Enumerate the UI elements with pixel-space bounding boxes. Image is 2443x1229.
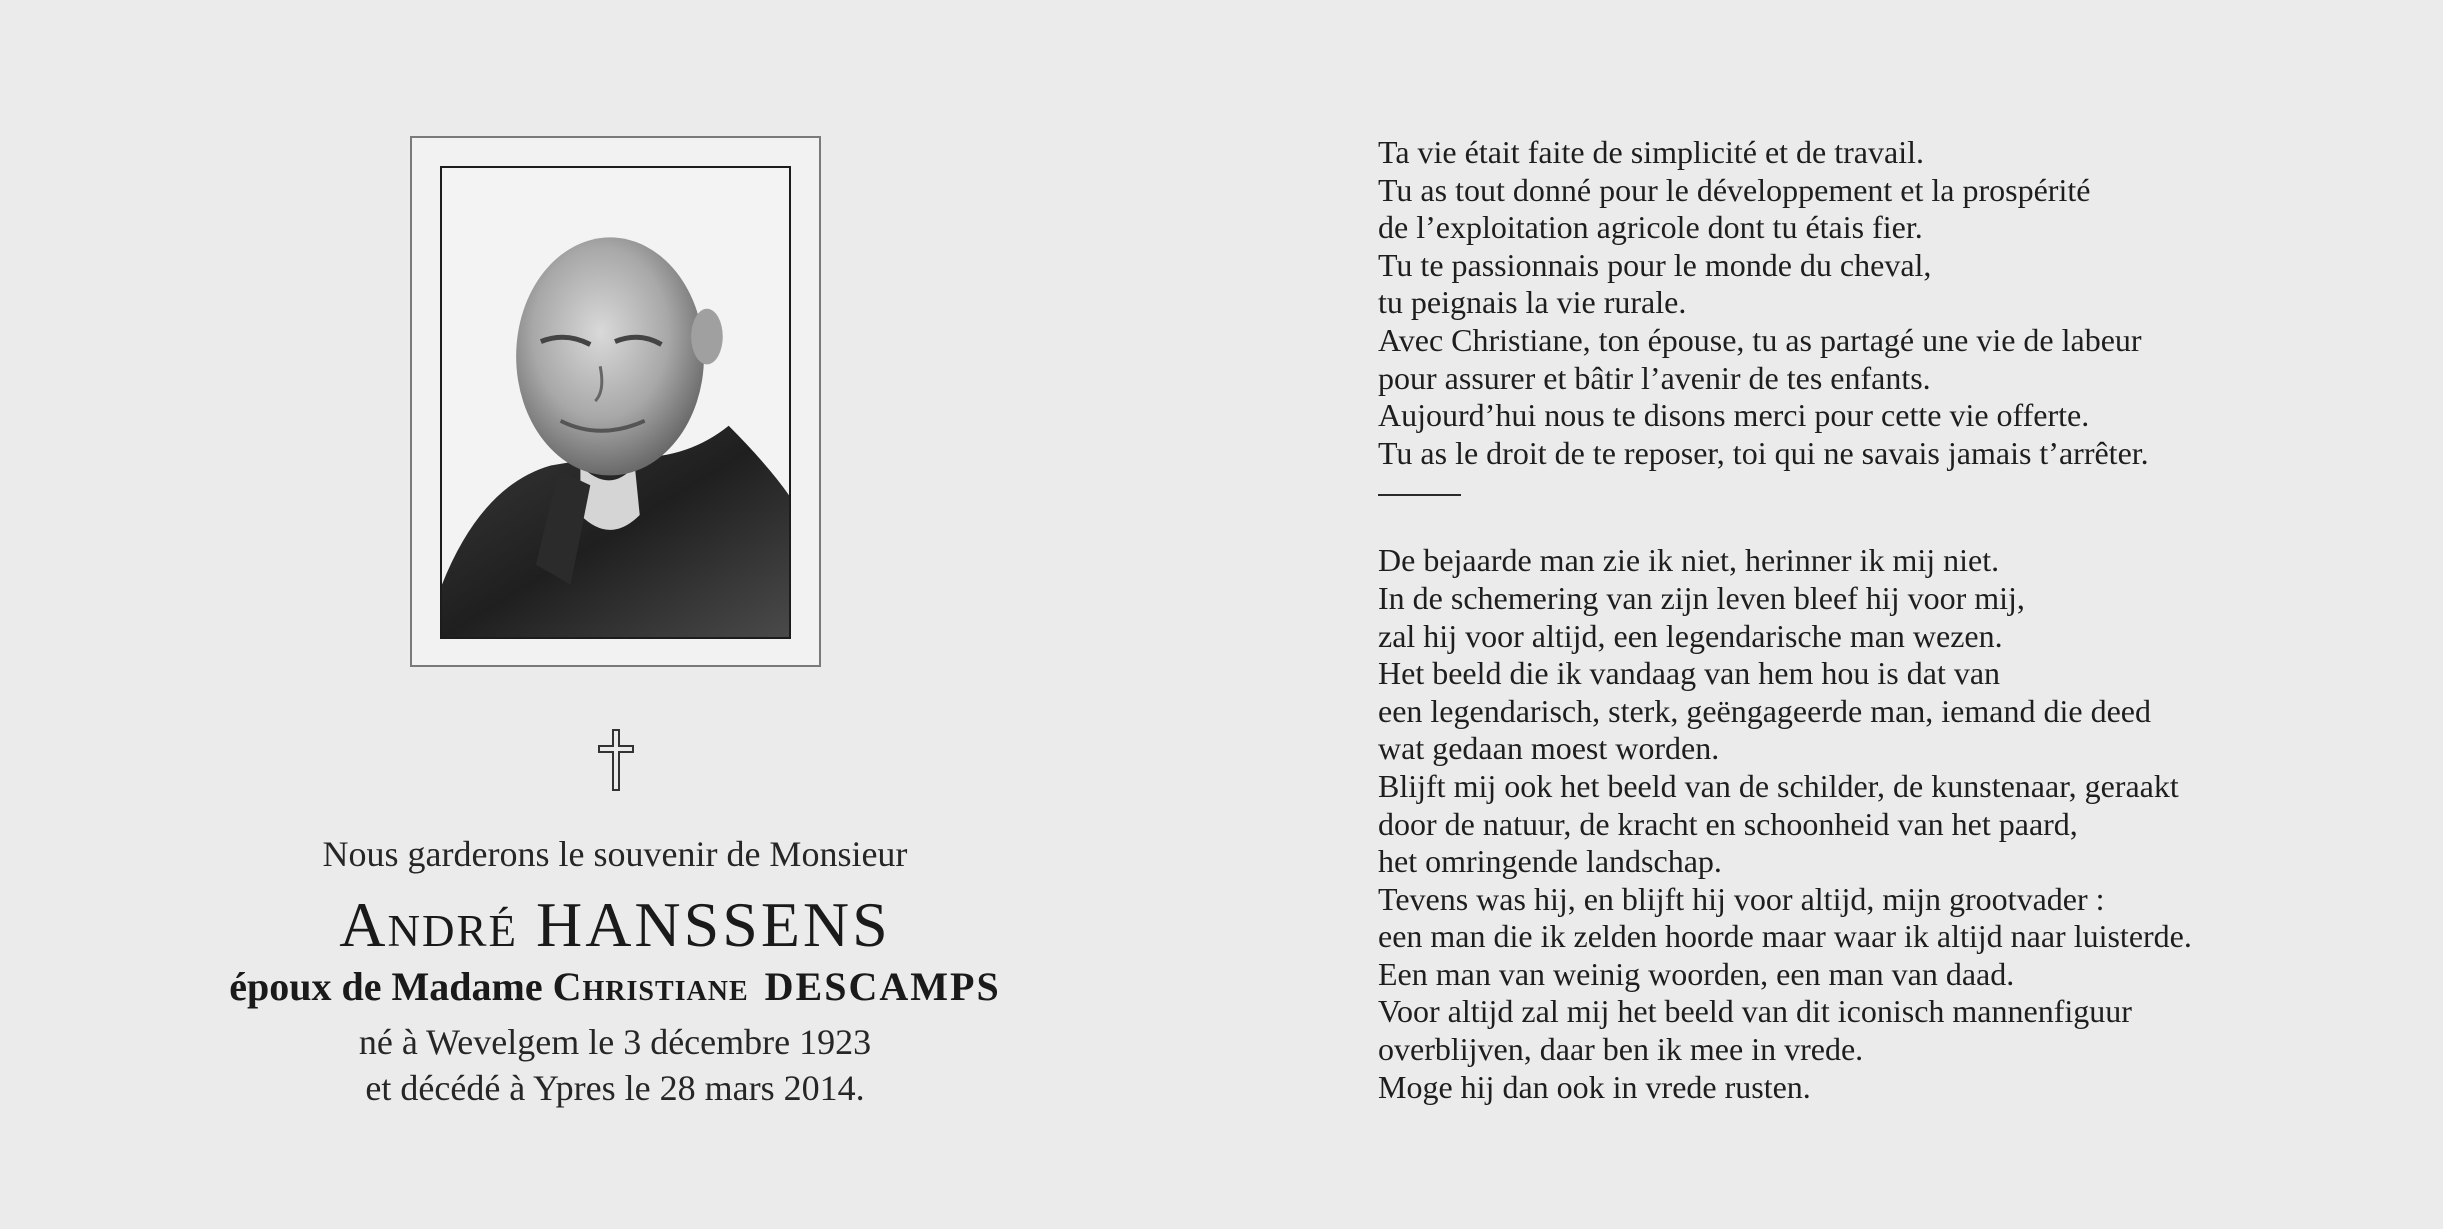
- poem-line: Een man van weinig woorden, een man van daad.: [1378, 955, 2015, 992]
- separator-line: [1378, 494, 1461, 496]
- death-text: et décédé à Ypres le 28 mars 2014.: [365, 1068, 865, 1108]
- poem-line: Tu te passionnais pour le monde du cheval,: [1378, 246, 1932, 283]
- poem-line: een legendarisch, sterk, geëngageerde man, iemand die deed: [1378, 692, 2151, 729]
- deceased-last-name: HANSSENS: [535, 889, 891, 960]
- poem-line: Avec Christiane, ton épouse, tu as partagé une vie de labeur: [1378, 321, 2142, 358]
- poem-line: door de natuur, de kracht en schoonheid van het paard,: [1378, 805, 2078, 842]
- poem-line: Voor altijd zal mij het beeld van dit iconisch mannenfiguur: [1378, 993, 2132, 1030]
- photo-frame: [410, 136, 821, 667]
- poem-line: overblijven, daar ben ik mee in vrede.: [1378, 1031, 1864, 1068]
- poem-line: pour assurer et bâtir l’avenir de tes enfants.: [1378, 359, 1931, 396]
- poem-line: Blijft mij ook het beeld van de schilder, de kunstenaar, geraakt: [1378, 767, 2179, 804]
- poem-line: het omringende landschap.: [1378, 843, 1722, 880]
- poem-line: De bejaarde man zie ik niet, herinner ik mij niet.: [1378, 542, 2000, 579]
- poems-panel: [1378, 134, 2418, 1106]
- poem-line: In de schemering van zijn leven bleef hij voor mij,: [1378, 579, 2025, 616]
- poem-french: [1378, 134, 2418, 472]
- poem-line: Aujourd’hui nous te disons merci pour cette vie offerte.: [1378, 397, 2090, 434]
- spouse-prefix: époux de Madame: [229, 964, 543, 1009]
- poem-line: Ta vie était faite de simplicité et de travail.: [1378, 134, 1924, 170]
- poem-line: Tevens was hij, en blijft hij voor altijd, mijn grootvader :: [1378, 880, 2105, 917]
- deceased-first-name: André: [339, 889, 518, 960]
- spouse-line: [0, 962, 1230, 1012]
- portrait-image: [442, 168, 789, 637]
- portrait-photo: [440, 166, 791, 639]
- poem-line: een man die ik zelden hoorde maar waar ik altijd naar luisterde.: [1378, 918, 2192, 955]
- poem-line: de l’exploitation agricole dont tu étais fier.: [1378, 209, 1923, 246]
- poem-line: wat gedaan moest worden.: [1378, 730, 1720, 767]
- spouse-first-name: Christiane: [552, 964, 749, 1009]
- poem-line: Het beeld die ik vandaag van hem hou is dat van: [1378, 655, 2001, 692]
- birth-text: né à Wevelgem le 3 décembre 1923: [358, 1022, 872, 1062]
- cross-icon: [596, 728, 636, 792]
- poem-line: zal hij voor altijd, een legendarische man wezen.: [1378, 617, 2003, 654]
- poem-line: Moge hij dan ook in vrede rusten.: [1378, 1068, 1811, 1105]
- deceased-name: [0, 888, 1230, 962]
- poem-line: Tu as tout donné pour le développement et la prospérité: [1378, 171, 2091, 208]
- poem-line: tu peignais la vie rurale.: [1378, 284, 1687, 321]
- poem-line: Tu as le droit de te reposer, toi qui ne savais jamais t’arrêter.: [1378, 434, 2149, 471]
- poem-dutch: [1378, 542, 2418, 1106]
- intro-text: Nous garderons le souvenir de Monsieur: [322, 834, 908, 874]
- spouse-last-name: DESCAMPS: [764, 964, 1001, 1009]
